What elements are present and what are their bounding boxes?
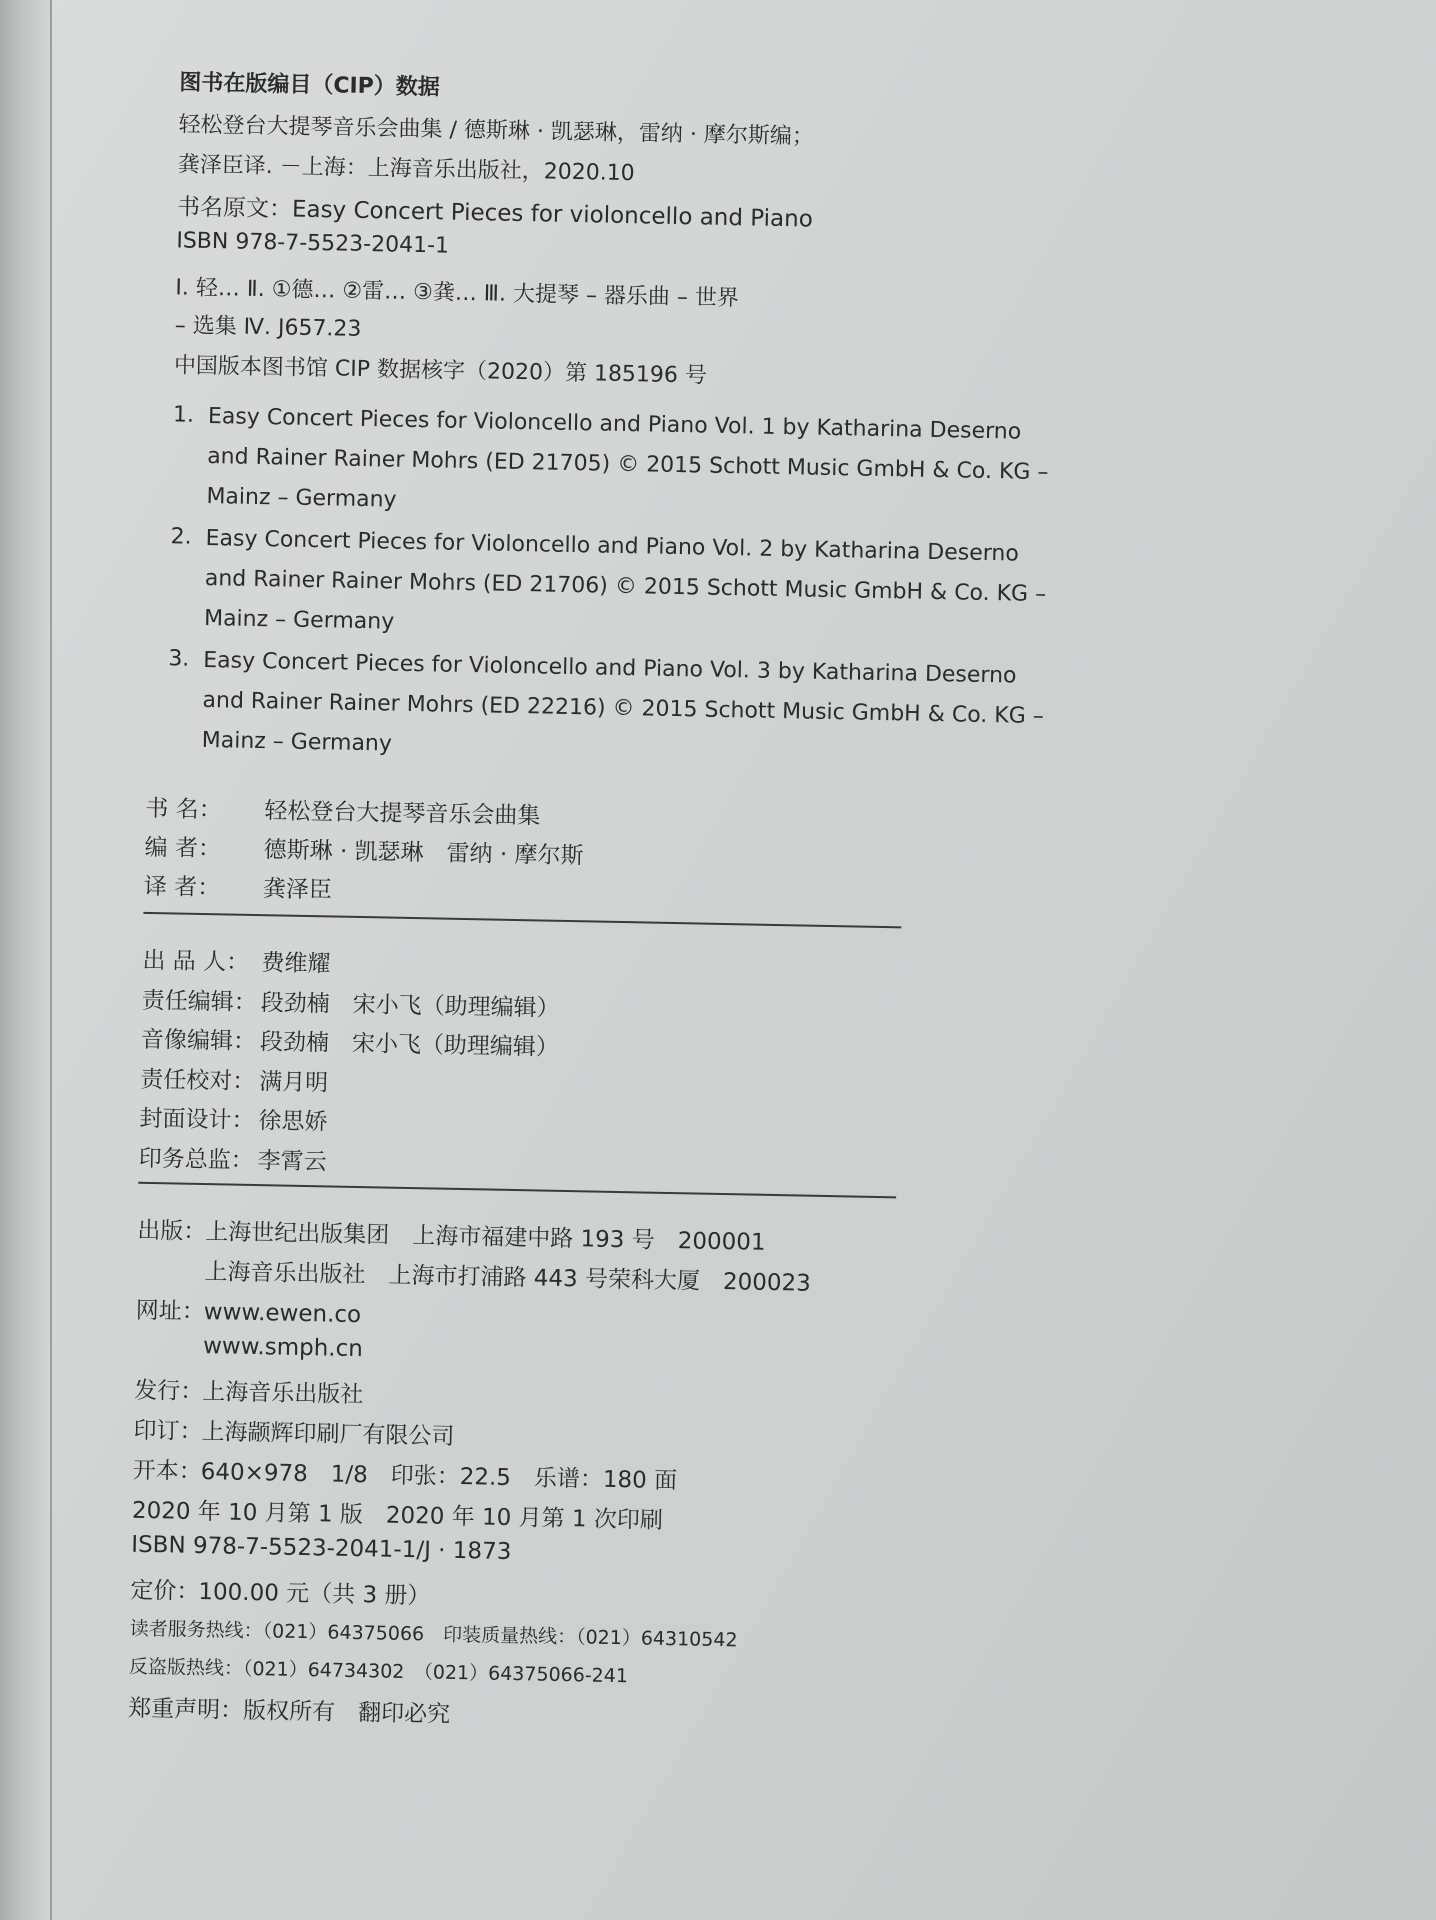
credit-text: Easy Concert Pieces for Violoncello and Piano Vol. 2 by Katharina Deserno and Rainer Rainer Mohrs (ED 21706) © 2015 Schott Music GmbH & Co. KG – Mainz – Germany [203,525,1047,635]
price-row [130,1572,431,1611]
staff-value: 段劲楠 宋小飞（助理编辑） [260,990,560,1022]
book-title-row [145,790,541,831]
publisher-1: 上海世纪出版集团 上海市福建中路 193 号 200001 [205,1219,766,1256]
book-editor-value: 德斯琳 · 凯瑟琳 雷纳 · 摩尔斯 [263,837,584,870]
edition-line: 2020 年 10 月第 1 版 2020 年 10 月第 1 次印刷 [131,1497,664,1534]
credit-text: Easy Concert Pieces for Violoncello and Piano Vol. 3 by Katharina Deserno and Rainer Rainer Mohrs (ED 22216) © 2015 Schott Music GmbH & Co. KG – Mainz – Germany [201,647,1044,757]
website-row-1 [136,1292,362,1329]
staff-row [141,1021,560,1062]
website-label: 网址： [135,1297,206,1326]
publisher-2: 上海音乐出版社 上海市打浦路 443 号荣科大厦 200023 [204,1259,812,1297]
format-row [132,1452,677,1495]
cip-line-title-authors: 轻松登台大提琴音乐会曲集 / 德斯琳 · 凯瑟琳，雷纳 · 摩尔斯编； [178,112,815,150]
printing-row [133,1412,455,1451]
divider-line [138,1182,896,1199]
book-editor-label: 编 者： [144,834,222,863]
isbn-line: ISBN 978-7-5523-2041-1/J · 1873 [131,1531,512,1566]
distribution-label: 发行： [134,1377,204,1406]
notice-label: 郑重声明： [127,1695,244,1724]
staff-label: 责任校对： [139,1066,256,1096]
notice-value: 版权所有 翻印必究 [242,1697,451,1728]
original-credits-list [166,402,1073,785]
staff-value: 满月明 [258,1069,329,1097]
credit-number: 2. [170,524,192,550]
publisher-label: 出版： [137,1217,207,1246]
price-value: 100.00 元（共 3 册） [198,1579,431,1610]
staff-value: 段劲楠 宋小飞（助理编辑） [259,1029,560,1061]
website-2: www.smph.cn [202,1333,364,1363]
printing-label: 印订： [133,1417,203,1446]
staff-label: 责任编辑： [141,987,257,1017]
book-title-value: 轻松登台大提琴音乐会曲集 [264,798,541,830]
cip-line-original-title: 书名原文：Easy Concert Pieces for violoncello and Piano [176,194,814,233]
book-translator-value: 龚泽臣 [262,876,333,904]
publisher-row-1 [137,1212,766,1257]
staff-label: 印务总监： [138,1145,254,1175]
distribution-row [134,1372,364,1409]
staff-label: 音像编辑： [140,1026,257,1056]
cip-line-classification-cont: – 选集 Ⅳ. J657.23 [174,313,362,342]
format-value: 640×978 1/8 印张：22.5 乐谱：180 面 [200,1459,678,1495]
credit-item [166,646,1068,785]
staff-row [140,1061,329,1098]
credit-text: Easy Concert Pieces for Violoncello and Piano Vol. 1 by Katharina Deserno and Rainer Rainer Mohrs (ED 21705) © 2015 Schott Music GmbH & Co. KG – Mainz – Germany [206,403,1049,513]
copyright-page [127,50,1159,1769]
cip-line-record-number: 中国版本图书馆 CIP 数据核字（2020）第 185196 号 [173,353,708,389]
divider-line [143,912,901,929]
page-gutter-edge [50,0,52,1920]
printing-value: 上海颛辉印刷厂有限公司 [201,1419,455,1450]
book-editor-row [144,829,583,870]
cip-line-isbn: ISBN 978-7-5523-2041-1 [176,228,450,259]
staff-label: 封面设计： [139,1105,255,1135]
book-translator-row [144,868,333,905]
hotline-line-1: 读者服务热线：（021）64375066 印装质量热线：（021）64310542 [129,1617,738,1652]
cip-heading: 图书在版编目（CIP）数据 [179,70,441,101]
cip-line-translator-publisher: 龚泽臣译. －上海：上海音乐出版社，2020.10 [177,152,635,187]
book-title-label: 书 名： [145,795,222,824]
book-translator-label: 译 者： [143,873,221,902]
staff-value: 费维耀 [261,950,331,978]
notice-row [128,1690,451,1729]
cip-line-classification: Ⅰ. 轻… Ⅱ. ①德… ②雷… ③龚… Ⅲ. 大提琴 – 器乐曲 – 世界 [175,275,740,312]
format-label: 开本： [132,1457,202,1486]
staff-label: 出 品 人： [142,947,250,976]
staff-row [142,942,331,979]
book-spine-shadow [0,0,50,1920]
staff-row [139,1100,328,1137]
distribution-value: 上海音乐出版社 [201,1379,364,1409]
credit-number: 3. [168,646,190,672]
website-1: www.ewen.co [203,1299,362,1329]
staff-row [141,982,560,1023]
hotline-line-2: 反盗版热线：（021）64734302 （021）64375066-241 [128,1655,629,1688]
price-label: 定价： [130,1577,200,1606]
staff-value: 徐思娇 [258,1108,328,1136]
staff-row [138,1140,327,1177]
staff-value: 李霄云 [257,1148,327,1176]
credit-number: 1. [172,402,195,428]
